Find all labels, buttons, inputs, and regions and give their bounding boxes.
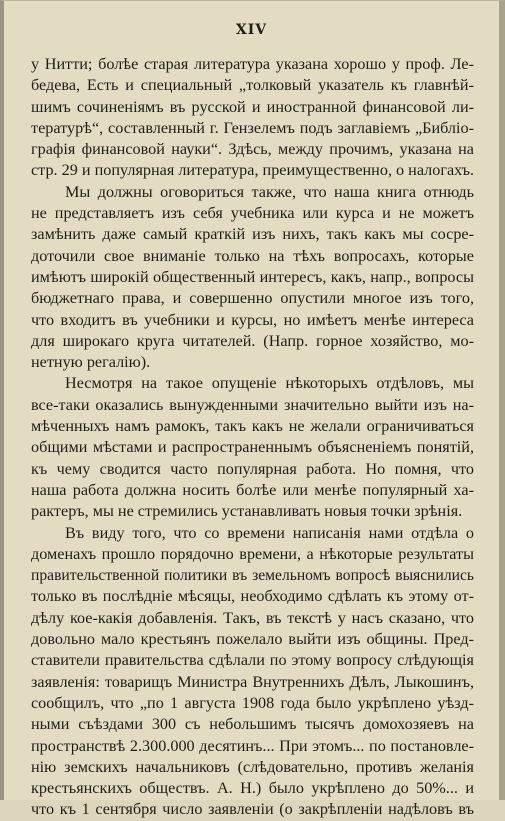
text-line: только въ послѣдніе мѣсяцы, необходимо сдѣлать къ этому от- xyxy=(31,587,474,606)
text-line: правительственной политики въ земельномъ вопросѣ выяснились xyxy=(31,567,474,585)
text-line: Несмотря на такое опущеніе нѣкоторыхъ отдѣловъ, мы xyxy=(65,374,474,393)
text-line: нетную регалію). xyxy=(31,353,151,372)
text-line: стр. 29 и популярная литература, преимущественно, о налогахъ. xyxy=(31,161,475,180)
text-line: наша работа должна носить болѣе или менѣе популярный ха- xyxy=(31,480,474,499)
text-line: имѣютъ широкій общественный интересъ, какъ, напр., вопросы xyxy=(31,267,474,286)
text-line: сообщилъ, что „по 1 августа 1908 года было укрѣплено уѣзд- xyxy=(31,693,474,712)
text-line: не представляетъ изъ себя учебника или курса и не можетъ xyxy=(31,204,474,223)
text-line: тературѣ“, составленный г. Гензелемъ подъ заглавіемъ „Библіо- xyxy=(31,118,474,137)
text-line: графія финансовой науки“. Здѣсь, между прочимъ, указана на xyxy=(31,140,474,159)
text-line: для широкаго круга читателей. (Напр. горное хозяйство, мо- xyxy=(31,331,474,350)
body-text xyxy=(31,54,474,821)
text-line: замѣнить даже самый краткій изъ нихъ, такъ какъ мы сосре- xyxy=(31,225,474,244)
text-line: заявленія: товарищъ Министра Внутреннихъ Дѣлъ, Лыкошинъ, xyxy=(31,672,474,691)
text-line: къ чему сводится часто популярная работа. Но помня, что xyxy=(31,459,474,478)
text-line: бедева, Есть и специальный „толковый указатель къ главнѣй- xyxy=(31,76,474,95)
text-line: ставители правительства сдѣлали по этому вопросу слѣдующія xyxy=(31,651,474,670)
text-line: шимъ сочиненіямъ въ русской и иностранной финансовой ли- xyxy=(31,97,474,116)
text-line: бюджетнаго права, и совершенно опустили многое изъ того, xyxy=(31,289,474,308)
text-line: дѣлу кое-какія добавленія. Такъ, въ текстѣ у насъ сказано, что xyxy=(31,608,474,627)
page-number: XIV xyxy=(235,22,268,38)
text-line: у Нитти; болѣе старая литература указана хорошо у проф. Ле- xyxy=(31,55,474,73)
text-line: пространствѣ 2.300.000 десятинъ... При этомъ... по постановле- xyxy=(31,736,474,755)
text-line: что входитъ въ учебники и курсы, но имѣетъ менѣе интереса xyxy=(31,310,474,329)
text-line: мѣченныхъ намъ рамокъ, такъ какъ не желали ограничиваться xyxy=(31,417,474,436)
text-line: довольно мало крестьянъ пожелало выйти изъ общины. Пред- xyxy=(31,630,474,649)
text-line: Въ виду того, что со времени написанія нами отдѣла о xyxy=(65,523,474,542)
text-line: что къ 1 сентября число заявленіи (о закрѣпленіи надѣловъ въ xyxy=(31,800,474,819)
text-line: доточили свое вниманіе только на тѣхъ вопросахъ, которые xyxy=(31,246,474,265)
text-line: нію земскихъ начальниковъ (слѣдовательно, противъ желанія xyxy=(31,757,474,776)
text-line: крестьянскихъ обществъ. А. Н.) было укрѣплено до 50%... и xyxy=(31,779,474,798)
text-line: рактеръ, мы не стремились устанавливать новыя точки зрѣнія. xyxy=(31,502,463,521)
text-line: общими мѣстами и распространеннымъ объясненіемъ понятій, xyxy=(31,438,474,457)
text-line: все-таки оказались вынужденными значительно выйти изъ на- xyxy=(31,395,474,414)
text-line: ными съѣздами 300 съ небольшимъ тысячъ домохозяевъ на xyxy=(31,715,474,734)
text-line: доменахъ прошло порядочно времени, а нѣкоторые результаты xyxy=(31,544,474,563)
text-line: Мы должны оговориться также, что наша книга отнюдь xyxy=(65,182,474,201)
